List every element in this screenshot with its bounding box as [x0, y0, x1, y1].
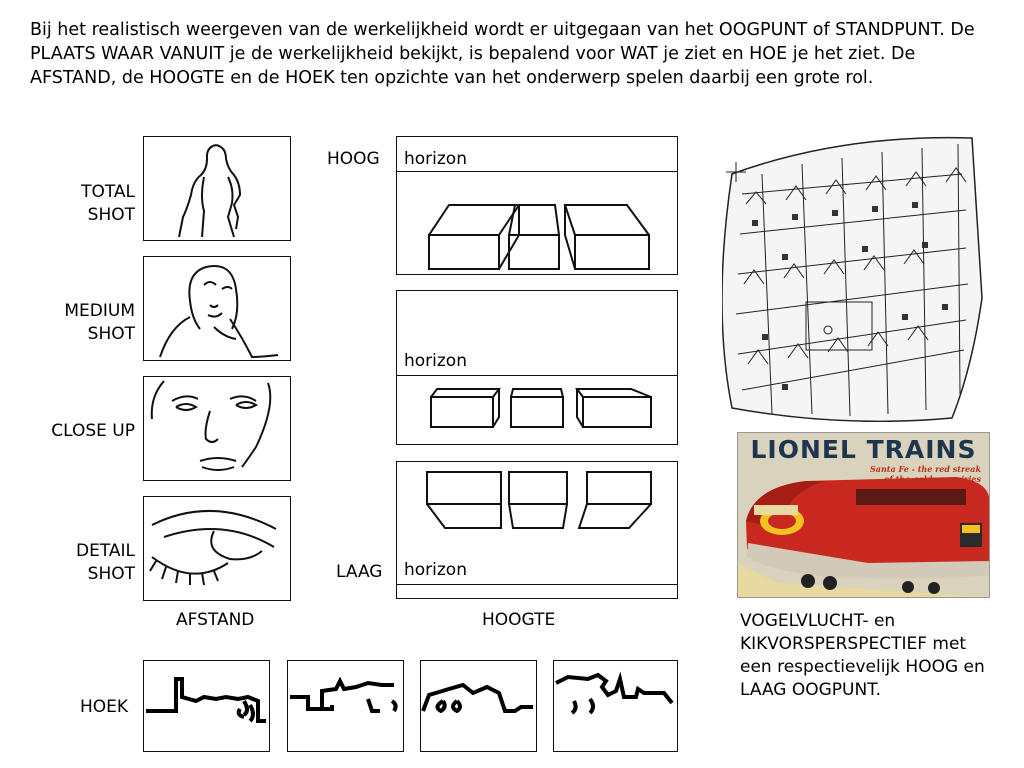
full-figure-drawing: [144, 137, 290, 240]
label-laag: LAAG: [336, 562, 383, 582]
hoogte-title: HOOGTE: [482, 610, 556, 630]
skyline-drawing-1: [144, 661, 269, 751]
high-viewpoint-panel: [396, 136, 678, 275]
afstand-title: AFSTAND: [176, 610, 255, 630]
boxes-from-above: [397, 137, 677, 274]
hoek-title: HOEK: [80, 697, 129, 717]
detail-shot-panel: [143, 496, 291, 601]
horizon-label-low: horizon: [404, 560, 467, 580]
label-close-up: CLOSE UP: [51, 421, 135, 441]
skyline-drawing-2: [288, 661, 403, 751]
hoek-panel-3: [420, 660, 537, 752]
perspective-caption: VOGELVLUCHT- en KIKVORSPERSPECTIEF met een respectievelijk HOOG en LAAG OOGPUNT.: [740, 611, 985, 700]
skyline-drawing-4: [554, 661, 677, 751]
mid-viewpoint-panel: [396, 290, 678, 445]
boxes-from-below: [397, 462, 677, 598]
hoek-panel-2: [287, 660, 404, 752]
label-total-shot: TOTAL SHOT: [81, 182, 135, 225]
horizon-label-mid: horizon: [404, 351, 467, 371]
label-medium-shot: MEDIUM SHOT: [64, 301, 135, 344]
lionel-brand: LIONEL TRAINS: [750, 435, 977, 464]
birds-eye-map-engraving: [722, 134, 984, 422]
eye-drawing: [144, 497, 290, 600]
hoek-panel-1: [143, 660, 270, 752]
hoek-panel-4: [553, 660, 678, 752]
skyline-drawing-3: [421, 661, 536, 751]
horizon-label-high: horizon: [404, 149, 467, 169]
portrait-drawing: [144, 257, 290, 360]
total-shot-panel: [143, 136, 291, 241]
medium-shot-panel: [143, 256, 291, 361]
lionel-slogan: Santa Fe - the red streak of the golden prairies: [870, 464, 981, 484]
label-hoog: HOOG: [327, 149, 380, 169]
boxes-at-eye-level: [397, 291, 677, 444]
label-detail-shot: DETAIL SHOT: [75, 541, 135, 584]
city-map-drawing: [722, 134, 984, 422]
close-up-panel: [143, 376, 291, 481]
lionel-trains-poster: [737, 432, 990, 598]
intro-text: Bij het realistisch weergeven van de werkelijkheid wordt er uitgegaan van het OOGPUNT of STANDPUNT. De PLAATS WAAR VANUIT je de werkelijkheid bekijkt, is bepalend voor WAT je ziet en HOE je het ziet. De AFSTAND, de HOOGTE en de HOEK ten opzichte van het onderwerp spelen daarbij een grote rol.: [30, 20, 975, 88]
face-drawing: [144, 377, 290, 480]
low-viewpoint-panel: [396, 461, 678, 599]
